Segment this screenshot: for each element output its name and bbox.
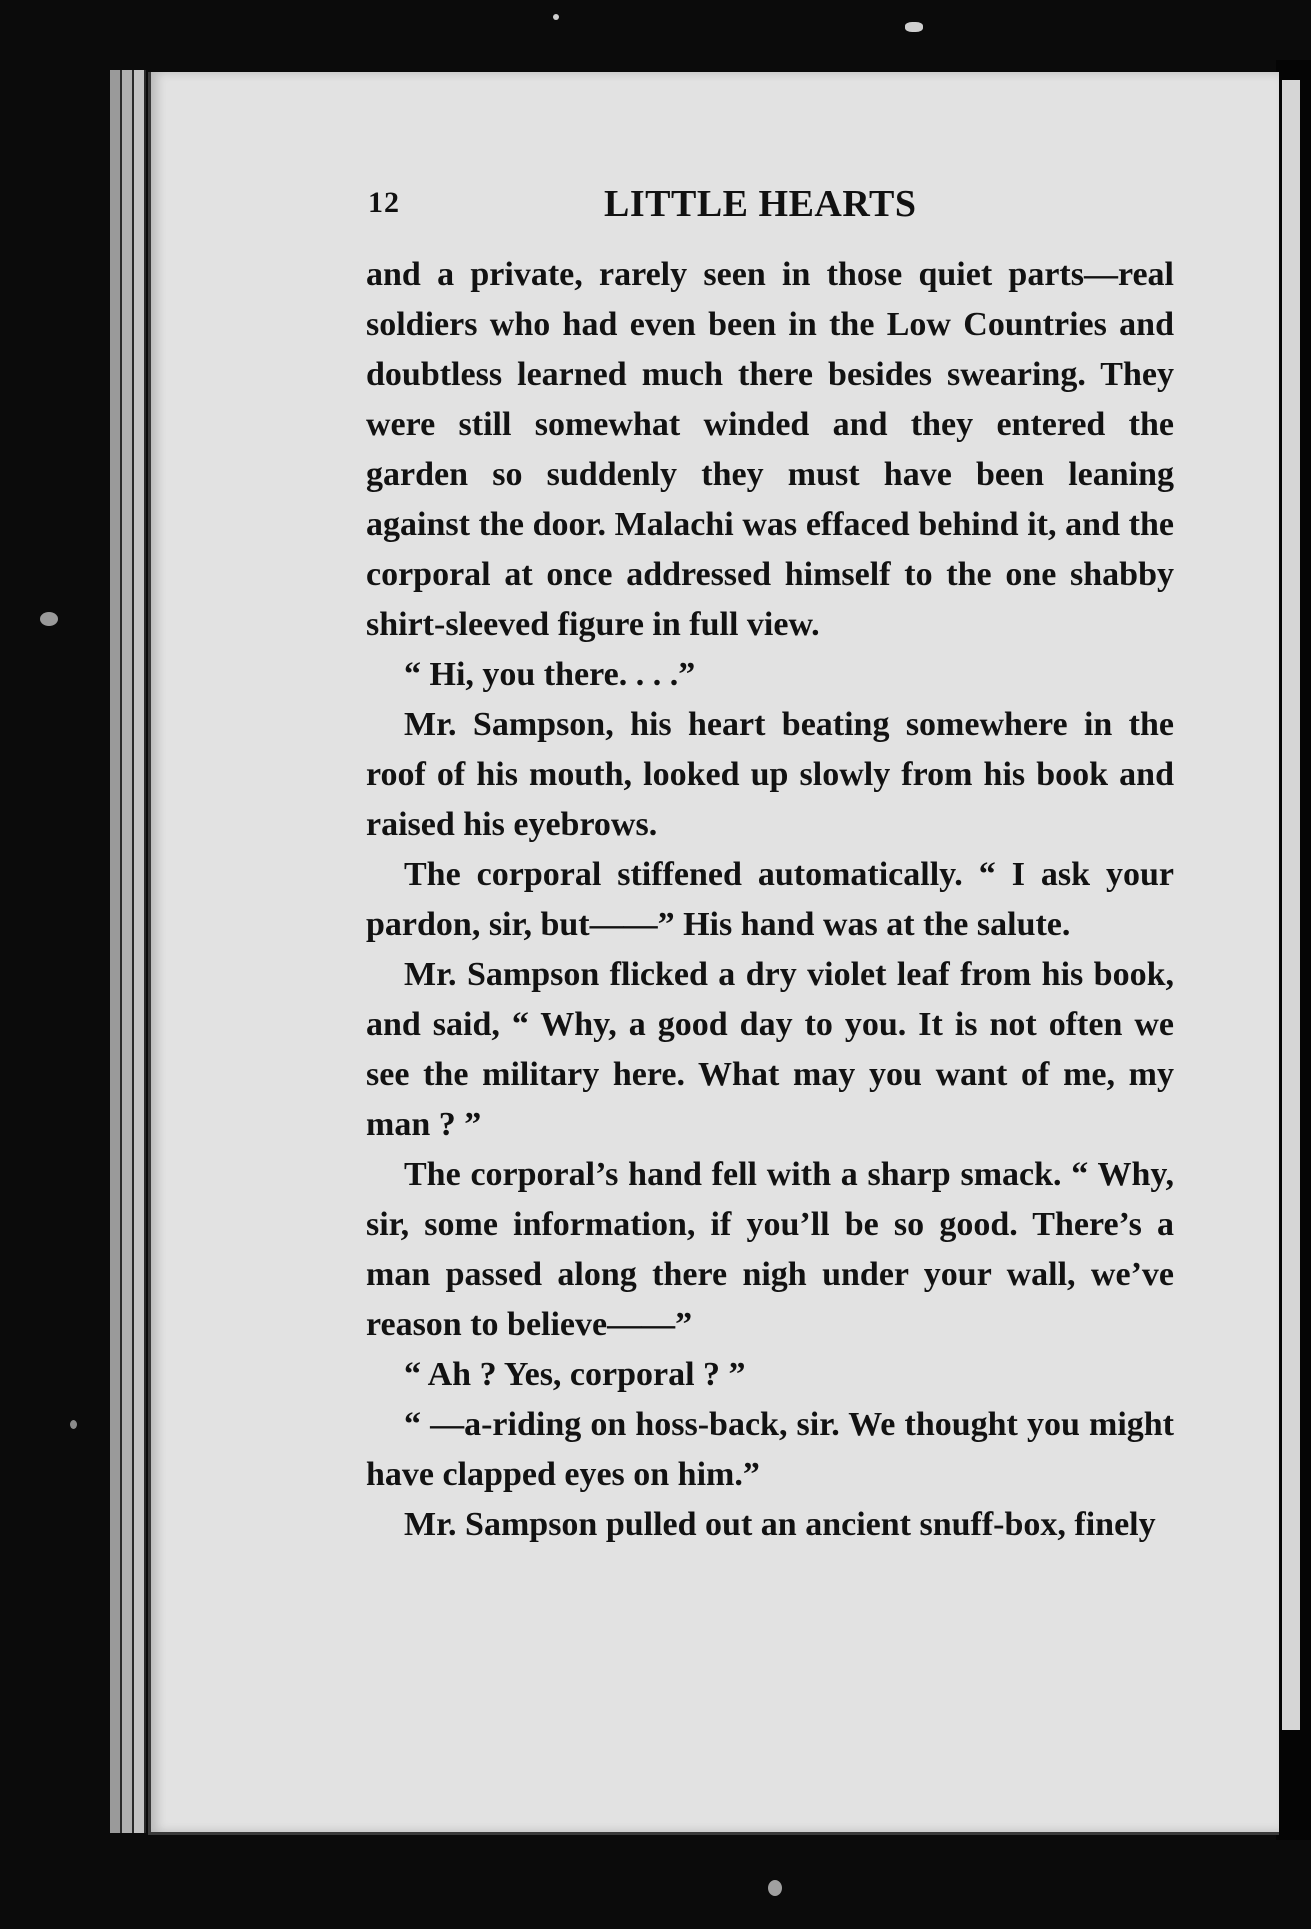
page-edge [134,70,146,1833]
paragraph: “ Hi, you there. . . .” [404,656,696,693]
facing-page-edge [1282,80,1300,1730]
body-text [366,250,1174,1550]
running-head [368,182,1176,232]
paragraph: “ Ah ? Yes, corporal ? ” [404,1356,746,1393]
page-edge [122,70,134,1833]
paragraph: “ —a-riding on hoss-back, sir. We thought you might have clapped eyes on him.” [366,1406,1174,1493]
running-title: LITTLE HEARTS [604,183,917,225]
paragraph: and a private, rarely seen in those quiet parts—real soldiers who had even been in the Low Countries and doubtless learned much there besides swearing. They were still somewhat winded and they entered the garden so suddenly they must have been leaning against the door. Malachi was effaced behind it, and the corporal at once addressed himself to the one shabby shirt-sleeved figure in full view. [366,256,1174,643]
scan-speck [40,612,58,626]
page-edge [110,70,122,1833]
paragraph: Mr. Sampson pulled out an ancient snuff-box, finely [404,1506,1156,1543]
paragraph: The corporal’s hand fell with a sharp smack. “ Why, sir, some information, if you’ll be so good. There’s a man passed along there nigh under your wall, we’ve reason to believe——” [366,1156,1174,1343]
scan-speck [553,14,559,20]
paragraph: The corporal stiffened automatically. “ I ask your pardon, sir, but——” His hand was at the salute. [366,856,1174,943]
scan-speck [768,1880,782,1896]
scan-speck [70,1420,77,1429]
paragraph: Mr. Sampson, his heart beating somewhere in the roof of his mouth, looked up slowly from his book and raised his eyebrows. [366,706,1174,843]
paragraph: Mr. Sampson flicked a dry violet leaf from his book, and said, “ Why, a good day to you. It is not often we see the military here. What may you want of me, my man ? ” [366,956,1174,1143]
scan-speck [905,22,923,32]
page-number: 12 [368,186,400,219]
